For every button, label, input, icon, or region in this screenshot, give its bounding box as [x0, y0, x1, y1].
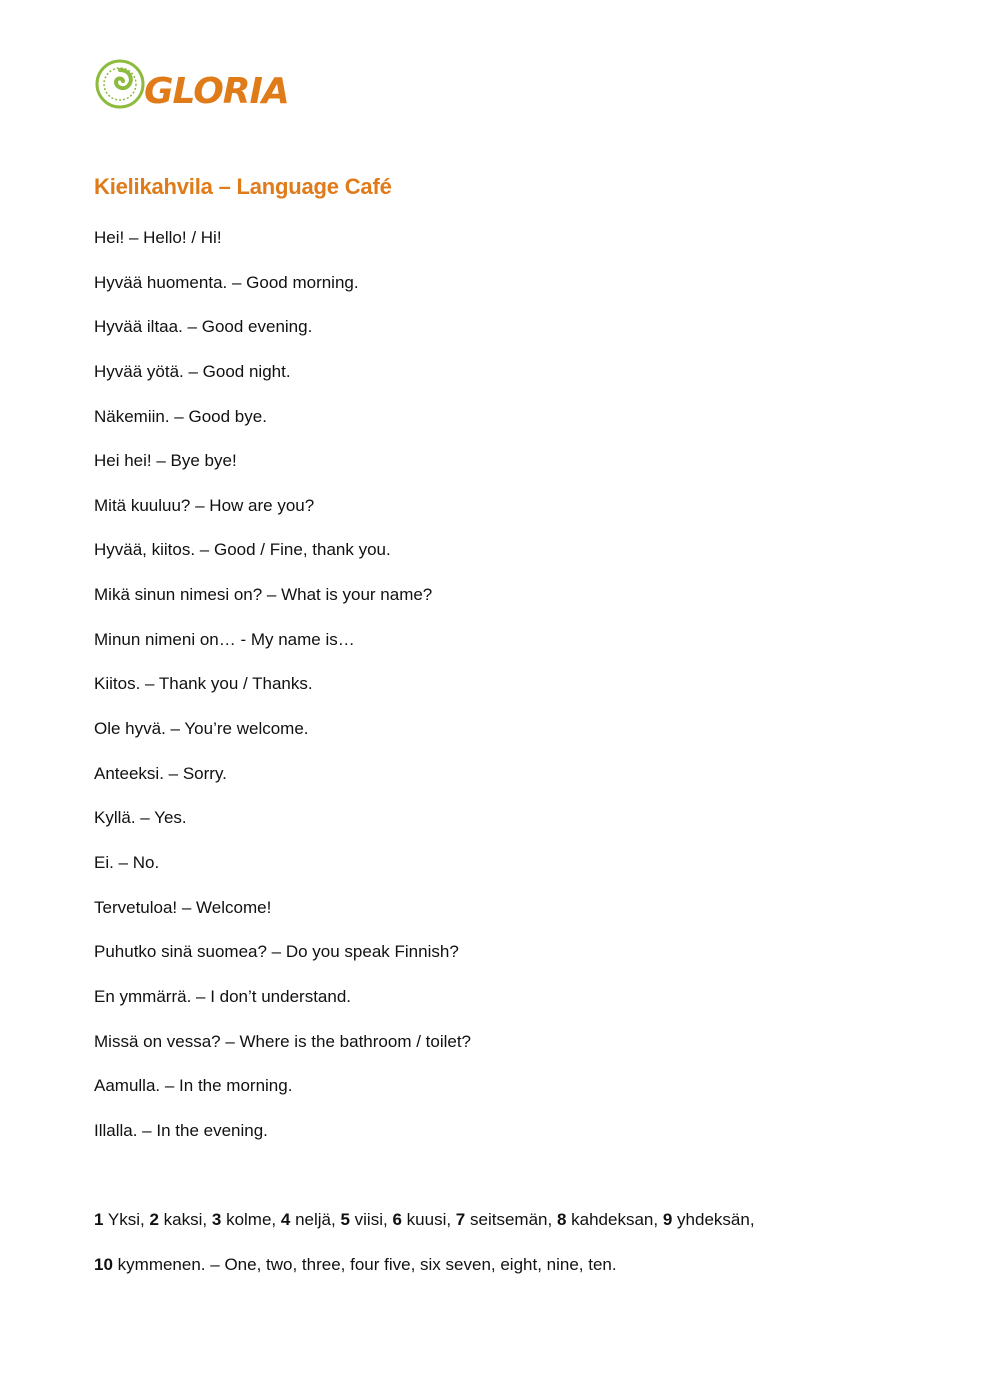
phrase-item: Ole hyvä. – You’re welcome. [94, 719, 309, 739]
number-digit: 5 [340, 1210, 350, 1229]
phrase-item: Hei! – Hello! / Hi! [94, 228, 222, 247]
phrase-item: Kyllä. – Yes. [94, 808, 187, 828]
phrase-item: Anteeksi. – Sorry. [94, 763, 227, 783]
phrase-item: En ymmärrä. – I don’t understand. [94, 986, 352, 1006]
number-digit: 1 [94, 1210, 104, 1229]
number-digit: 7 [455, 1210, 466, 1229]
numbers-translation: – One, two, three, four five, six seven, eight, nine, ten. [210, 1255, 617, 1274]
number-word: Yksi [107, 1210, 141, 1229]
number-digit: 10 [94, 1255, 113, 1274]
phrase-item: Minun nimeni on… - My name is… [94, 629, 355, 649]
phrase-item: Mikä sinun nimesi on? – What is your name? [94, 585, 433, 605]
numbers-line-2 [94, 1254, 755, 1299]
logo-wordmark: GLORIA [144, 71, 289, 112]
phrase-item: Kiitos. – Thank you / Thanks. [94, 674, 313, 694]
phrase-item: Puhutko sinä suomea? – Do you speak Finnish? [94, 942, 459, 962]
phrase-item: Missä on vessa? – Where is the bathroom / toilet? [94, 1031, 472, 1051]
phrase-item: Tervetuloa! – Welcome! [94, 897, 272, 917]
number-word: kuusi [406, 1210, 447, 1229]
gloria-logo [94, 56, 294, 116]
numbers-section [94, 1209, 755, 1299]
number-word: yhdeksän [677, 1210, 750, 1229]
phrase-item: Hyvää yötä. – Good night. [94, 361, 291, 381]
number-digit: 8 [556, 1210, 567, 1229]
phrase-item: Ei. – No. [94, 852, 160, 872]
number-word: kymmenen. [117, 1255, 206, 1274]
number-digit: 2 [149, 1210, 159, 1229]
number-digit: 3 [211, 1210, 222, 1229]
phrase-list [94, 227, 471, 1164]
phrase-item: Hyvää huomenta. – Good morning. [94, 272, 359, 292]
number-word: kahdeksan [571, 1210, 654, 1229]
phrase-item: Mitä kuuluu? – How are you? [94, 495, 315, 515]
page-title: Kielikahvila – Language Café [94, 174, 392, 199]
phrase-item: Hyvää iltaa. – Good evening. [94, 317, 313, 337]
numbers-line-1: 1 Yksi, 2 kaksi, 3 kolme, 4 neljä, 5 viisi, 6 kuusi, 7 seitsemän, 8 kahdeksan, 9 yhdeksän, [94, 1210, 755, 1229]
phrase-item: Illalla. – In the evening. [94, 1120, 268, 1140]
number-word: kolme [226, 1210, 272, 1229]
number-word: kaksi [163, 1210, 203, 1229]
gloria-logo-graphic [94, 56, 294, 116]
number-word: seitsemän [470, 1210, 548, 1229]
number-word: viisi [354, 1210, 383, 1229]
number-digit: 4 [280, 1210, 291, 1229]
number-word: neljä [295, 1210, 331, 1229]
phrase-item: Aamulla. – In the morning. [94, 1076, 293, 1096]
phrase-item: Hyvää, kiitos. – Good / Fine, thank you. [94, 540, 391, 560]
phrase-item: Näkemiin. – Good bye. [94, 406, 267, 426]
number-digit: 6 [392, 1210, 402, 1229]
number-digit: 9 [662, 1210, 673, 1229]
phrase-item: Hei hei! – Bye bye! [94, 451, 237, 471]
